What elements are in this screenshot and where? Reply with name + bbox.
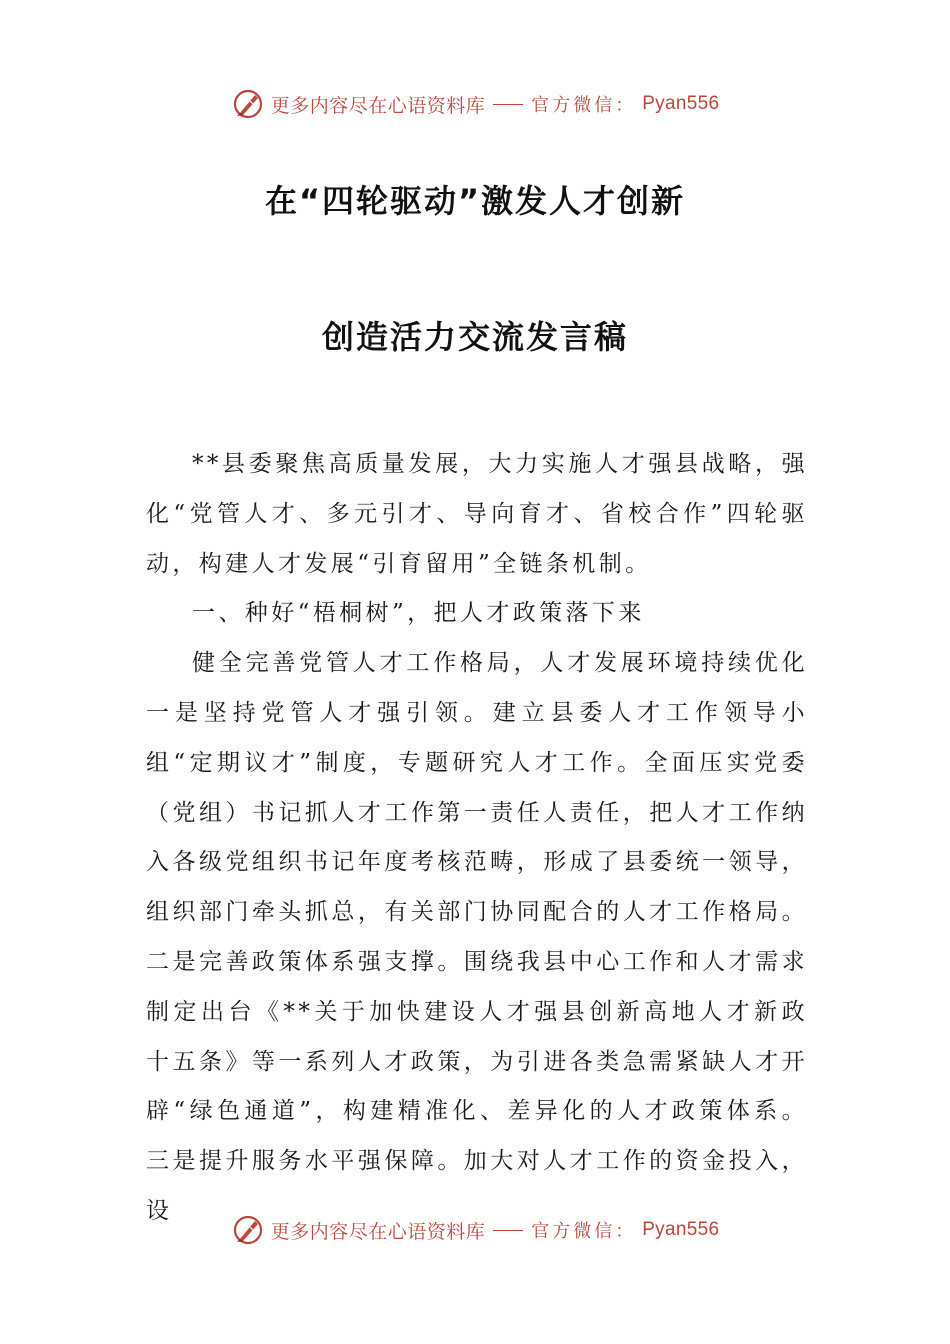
- watermark-official-label: 官方微信：: [531, 1221, 637, 1242]
- quill-logo-icon: [231, 1213, 265, 1247]
- watermark-wechat-id: Pyan556: [642, 93, 720, 114]
- watermark-dash: [493, 1230, 523, 1231]
- watermark-site-text: 更多内容尽在心语资料库: [270, 94, 486, 117]
- paragraph-section-1: 健全完善党管人才工作格局，人才发展环境持续优化一是坚持党管人才强引领。建立县委人才工作领导小组“定期议才”制度，专题研究人才工作。全面压实党委（党组）书记抓人才工作第一责任人责任，把人才工作纳入各级党组织书记年度考核范畴，形成了县委统一领导，组织部门牵头抓总，有关部门协同配合的人才工作格局。二是完善政策体系强支撑。围绕我县中心工作和人才需求制定出台《**关于加快建设人才强县创新高地人才新政十五条》等一系列人才政策，为引进各类急需紧缺人才开辟“绿色通道”，构建精准化、差异化的人才政策体系。三是提升服务水平强保障。加大对人才工作的资金投入，设: [146, 650, 808, 1224]
- footer-watermark: [0, 1210, 950, 1250]
- watermark-site-text: 更多内容尽在心语资料库: [270, 1220, 486, 1243]
- watermark-official-label: 官方微信：: [531, 95, 637, 116]
- watermark-wechat-id: Pyan556: [642, 1219, 720, 1240]
- document-title-line2: 创造活力交流发言稿: [321, 318, 628, 356]
- document-title-line1: 在“四轮驱动”激发人才创新: [264, 182, 686, 220]
- paragraph-intro: **县委聚焦高质量发展，大力实施人才强县战略，强化“党管人才、多元引才、导向育才、省校合作”四轮驱动，构建人才发展“引育留用”全链条机制。: [146, 451, 808, 577]
- watermark-dash: [493, 104, 523, 105]
- quill-logo-icon: [231, 87, 265, 121]
- document-body: [146, 440, 808, 1237]
- header-watermark: [0, 84, 950, 124]
- section-heading-1: 一、种好“梧桐树”，把人才政策落下来: [192, 600, 645, 627]
